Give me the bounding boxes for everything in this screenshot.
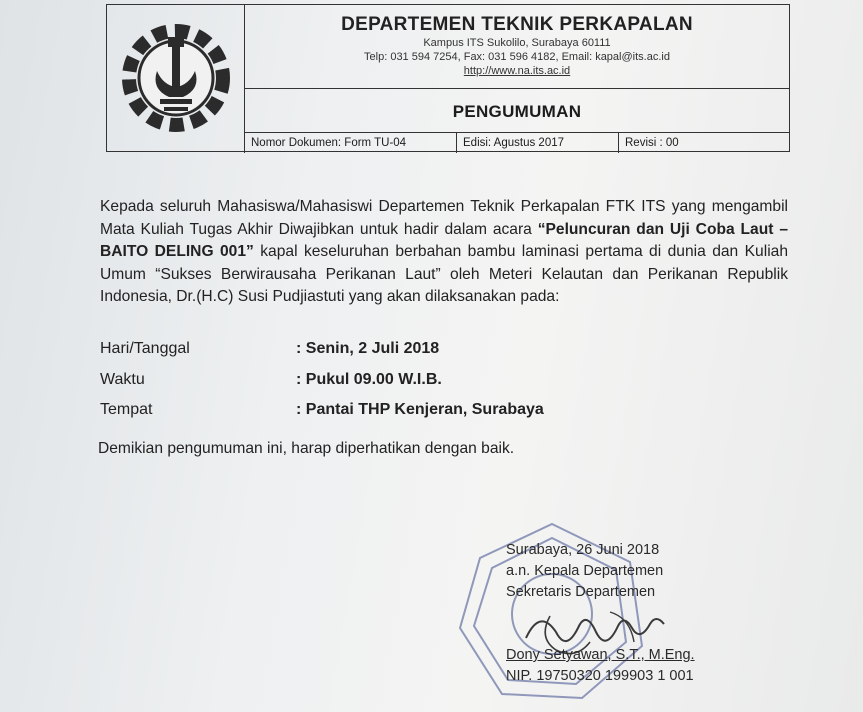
website-link[interactable]: http://www.na.its.ac.id [463,65,571,77]
event-title: “Peluncuran dan Uji Coba Laut – BAITO DELING 001” [100,220,788,261]
detail-value: : Pukul 09.00 W.I.B. [296,371,442,388]
department-info [245,5,789,89]
revision: Revisi : 00 [625,137,679,149]
announcement-body [100,196,788,309]
detail-value: : Senin, 2 Juli 2018 [296,340,440,357]
its-logo-icon [113,23,239,133]
detail-value: : Pantai THP Kenjeran, Surabaya [296,401,544,418]
detail-label: Tempat [100,401,153,418]
contact-line: Telp: 031 594 7254, Fax: 031 596 4182, Email: kapal@its.ac.id [364,51,670,63]
intro-text-1: Kepada seluruh Mahasiswa/Mahasiswi Departemen Teknik Perkapalan FTK ITS yang mengambil Mata Kuliah Tugas Akhir Diwajibkan untuk hadir dalam acara [100,198,788,238]
signatory-nip: NIP. 19750320 199903 1 001 [506,668,694,684]
document-title-cell [245,89,789,133]
closing-text: Demikian pengumuman ini, harap diperhatikan dengan baik. [98,440,515,457]
document-meta-row [245,133,789,153]
letterhead-table [106,4,790,152]
intro-text-2: kapal keseluruhan berbahan bambu laminasi pertama di dunia dan Kuliah Umum “Sukses Berwirausaha Perikanan Laut” oleh Meteri Kelautan dan Perikanan Republik Indonesia, Dr.(H.C) Susi Pudjiastuti yang akan dilaksanakan pada: [100,243,789,306]
department-name: DEPARTEMEN TEKNIK PERKAPALAN [341,14,693,35]
edition: Edisi: Agustus 2017 [457,133,619,153]
signatory-name: Dony Setyawan, S.T., M.Eng. [506,647,695,663]
place-date: Surabaya, 26 Juni 2018 [506,542,660,558]
signature-block [506,540,695,687]
document-number: Nomor Dokumen: Form TU-04 [245,133,457,153]
signatory-position: Sekretaris Departemen [506,584,656,600]
detail-label: Waktu [100,371,145,388]
logo-cell [107,5,245,153]
detail-label: Hari/Tanggal [100,340,190,357]
address: Kampus ITS Sukolilo, Surabaya 60111 [423,37,611,49]
document-title: PENGUMUMAN [452,102,582,121]
on-behalf: a.n. Kepala Departemen [506,563,664,579]
